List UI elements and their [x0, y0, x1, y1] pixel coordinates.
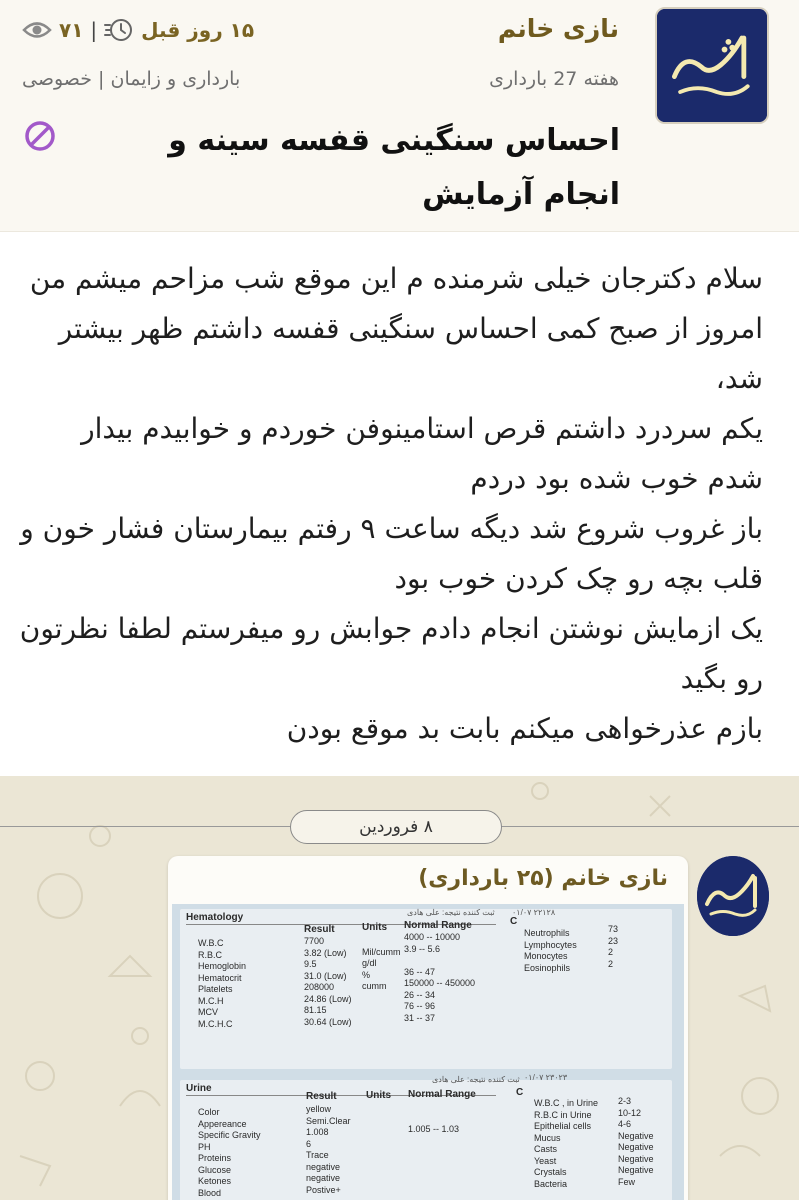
test-unit: [362, 1016, 401, 1028]
eye-icon: [22, 19, 52, 41]
test-unit: [362, 993, 401, 1005]
post-body: [18, 254, 763, 754]
test-name: R.B.C in Urine: [534, 1109, 592, 1120]
test-result: Negative: [618, 1153, 654, 1164]
body-paragraph: بازم عذرخواهی میکنم بابت بد موقع بودن: [286, 712, 763, 745]
test-result: Semi.Clear: [306, 1115, 351, 1126]
diff-value: 2: [608, 958, 614, 969]
test-result: 6: [306, 1138, 312, 1149]
history-clock-icon: [104, 17, 134, 43]
test-name: MCV: [198, 1007, 218, 1017]
test-range: 31 -- 37: [404, 1012, 436, 1023]
test-name: Ketones: [198, 1176, 232, 1186]
post-category[interactable]: بارداری و زایمان | خصوصی: [22, 68, 241, 90]
post-title: احساس سنگینی قفسه سینه و انجام آزمایش: [168, 123, 620, 212]
test-range: 3.9 -- 5.6: [404, 943, 441, 954]
differential-names: [524, 928, 577, 974]
test-result: Negative: [618, 1165, 654, 1175]
meta-separator: |: [90, 18, 98, 42]
test-result: 24.86 (Low): [304, 993, 352, 1004]
diff-name: Lymphocytes: [524, 939, 577, 950]
test-result: yellow: [306, 1104, 332, 1114]
hematology-code: ۲۲۱۲۸ ۰۱/۰۷: [512, 908, 556, 917]
diff-value: 73: [608, 924, 619, 934]
urine-tech: ثبت کننده نتیجه: علی هادی: [432, 1075, 520, 1084]
test-name: W.B.C: [198, 938, 224, 948]
body-paragraph: سلام دکترجان خیلی شرمنده م این موقع شب مزاحم میشم من امروز از صبح کمی احساس سنگینی قفسه داشتم ظهر بیشتر شد،: [29, 262, 763, 395]
hematology-results: [304, 936, 352, 1028]
post-time: ۱۵ روز قبل: [141, 18, 255, 42]
test-name: Appereance: [198, 1118, 247, 1129]
differential-values: [608, 924, 618, 970]
test-result: negative: [306, 1161, 341, 1172]
lab-result-photo[interactable]: [172, 904, 684, 1200]
test-result: 7700: [304, 936, 325, 946]
test-name: Epithelial cells: [534, 1121, 592, 1131]
test-result: 31.0 (Low): [304, 970, 347, 981]
test-name: Crystals: [534, 1167, 567, 1177]
test-result: Negative: [618, 1142, 654, 1152]
logo: [657, 9, 767, 122]
col-range: Normal Range: [408, 1089, 476, 1100]
hematology-units: [362, 935, 401, 1027]
test-range: 36 -- 47: [404, 966, 436, 977]
test-name: Blood: [198, 1187, 222, 1198]
urine-sg-range: 1.005 -- 1.03: [408, 1124, 460, 1134]
test-result: 208000: [304, 982, 335, 992]
pregnancy-week: هفته 27 بارداری: [489, 68, 619, 90]
body-paragraph: باز غروب شروع شد دیگه ساعت ۹ رفتم بیمارستان فشار خون و قلب بچه رو چک کردن خوب بود: [20, 512, 763, 595]
test-name: Glucose: [198, 1164, 232, 1175]
test-unit: %: [362, 969, 371, 980]
test-name: R.B.C: [198, 949, 223, 960]
test-range: 26 -- 34: [404, 989, 436, 1000]
col-units: Units: [366, 1090, 391, 1101]
col-c: C: [516, 1087, 524, 1098]
test-name: Color: [198, 1107, 220, 1117]
test-name: Proteins: [198, 1153, 232, 1163]
ban-icon[interactable]: [24, 120, 56, 152]
test-name: Casts: [534, 1144, 558, 1154]
diff-name: Monocytes: [524, 951, 568, 961]
test-result: 2-3: [618, 1096, 632, 1106]
urine-right-values: [618, 1096, 654, 1188]
col-c: C: [510, 916, 518, 927]
urine-title: Urine: [186, 1083, 212, 1094]
test-range: [404, 955, 475, 967]
test-result: 81.15: [304, 1005, 327, 1015]
test-result: Few: [618, 1176, 636, 1187]
test-name: W.B.C , in Urine: [534, 1098, 599, 1108]
view-count: ۷۱: [59, 18, 84, 42]
test-result: 1.008: [306, 1127, 329, 1137]
chat-bubble[interactable]: [168, 856, 688, 1200]
author-name[interactable]: نازی خانم: [497, 14, 619, 43]
hematology-names: [198, 938, 246, 1030]
test-range: 76 -- 96: [404, 1001, 436, 1011]
test-unit: Mil/cumm: [362, 946, 401, 957]
test-name: PH: [198, 1141, 211, 1152]
chat-screenshot[interactable]: [0, 776, 799, 1200]
diff-value: 23: [608, 935, 619, 946]
urine-right-names: [534, 1098, 598, 1190]
test-result: 10-12: [618, 1107, 642, 1118]
test-result: Negative: [618, 1130, 654, 1141]
test-unit: [362, 935, 401, 947]
diff-value: 2: [608, 947, 614, 957]
test-name: M.C.H.C: [198, 1018, 233, 1029]
body-paragraph: یکم سردرد داشتم قرص استامینوفن خوردم و خوابیدم بیدار شدم خوب شده بود دردم: [81, 412, 763, 495]
diff-name: Neutrophils: [524, 928, 570, 938]
test-name: Hemoglobin: [198, 961, 247, 971]
hematology-ranges: [404, 932, 475, 1024]
chat-avatar[interactable]: [697, 856, 769, 936]
test-name: Platelets: [198, 984, 233, 994]
logo: [697, 856, 769, 936]
test-result: 30.64 (Low): [304, 1016, 352, 1027]
test-result: negative: [306, 1173, 341, 1183]
bubble-sender: نازی خانم (۲۵ بارداری): [418, 866, 668, 891]
test-unit: cumm: [362, 981, 387, 991]
urine-code: ۲۳۰۲۳ ۰۱/۰۷: [524, 1073, 568, 1082]
date-chip: ۸ فروردین: [290, 810, 502, 844]
test-name: Specific Gravity: [198, 1130, 261, 1140]
body-paragraph: یک ازمایش نوشتن انجام دادم جوابش رو میفرستم لطفا نظرتون رو بگید: [19, 612, 763, 695]
col-result: Result: [304, 924, 335, 935]
test-name: Bacteria: [534, 1178, 568, 1189]
hematology-title: Hematology: [186, 912, 244, 923]
hematology-tech: ثبت کننده نتیجه: علی هادی: [407, 908, 495, 917]
test-result: 9.5: [304, 959, 317, 969]
test-unit: [362, 1004, 401, 1016]
test-name: Hematocrit: [198, 972, 242, 983]
diff-name: Eosinophils: [524, 962, 571, 973]
test-name: Yeast: [534, 1155, 557, 1166]
test-result: 3.82 (Low): [304, 947, 347, 958]
test-result: Postive+: [306, 1184, 341, 1195]
col-range: Normal Range: [404, 920, 472, 931]
col-units: Units: [362, 922, 387, 933]
col-result: Result: [306, 1091, 337, 1102]
urine-results: [306, 1104, 351, 1196]
urine-names: [198, 1107, 261, 1199]
test-name: Mucus: [534, 1132, 561, 1143]
test-result: Trace: [306, 1150, 329, 1160]
post-meta: [22, 14, 254, 46]
avatar[interactable]: [655, 7, 769, 124]
test-unit: g/dl: [362, 958, 377, 968]
test-result: 4-6: [618, 1119, 632, 1129]
post-header: [0, 0, 799, 232]
test-name: M.C.H: [198, 995, 224, 1006]
test-range: 4000 -- 10000: [404, 932, 461, 942]
test-range: 150000 -- 450000: [404, 978, 476, 988]
